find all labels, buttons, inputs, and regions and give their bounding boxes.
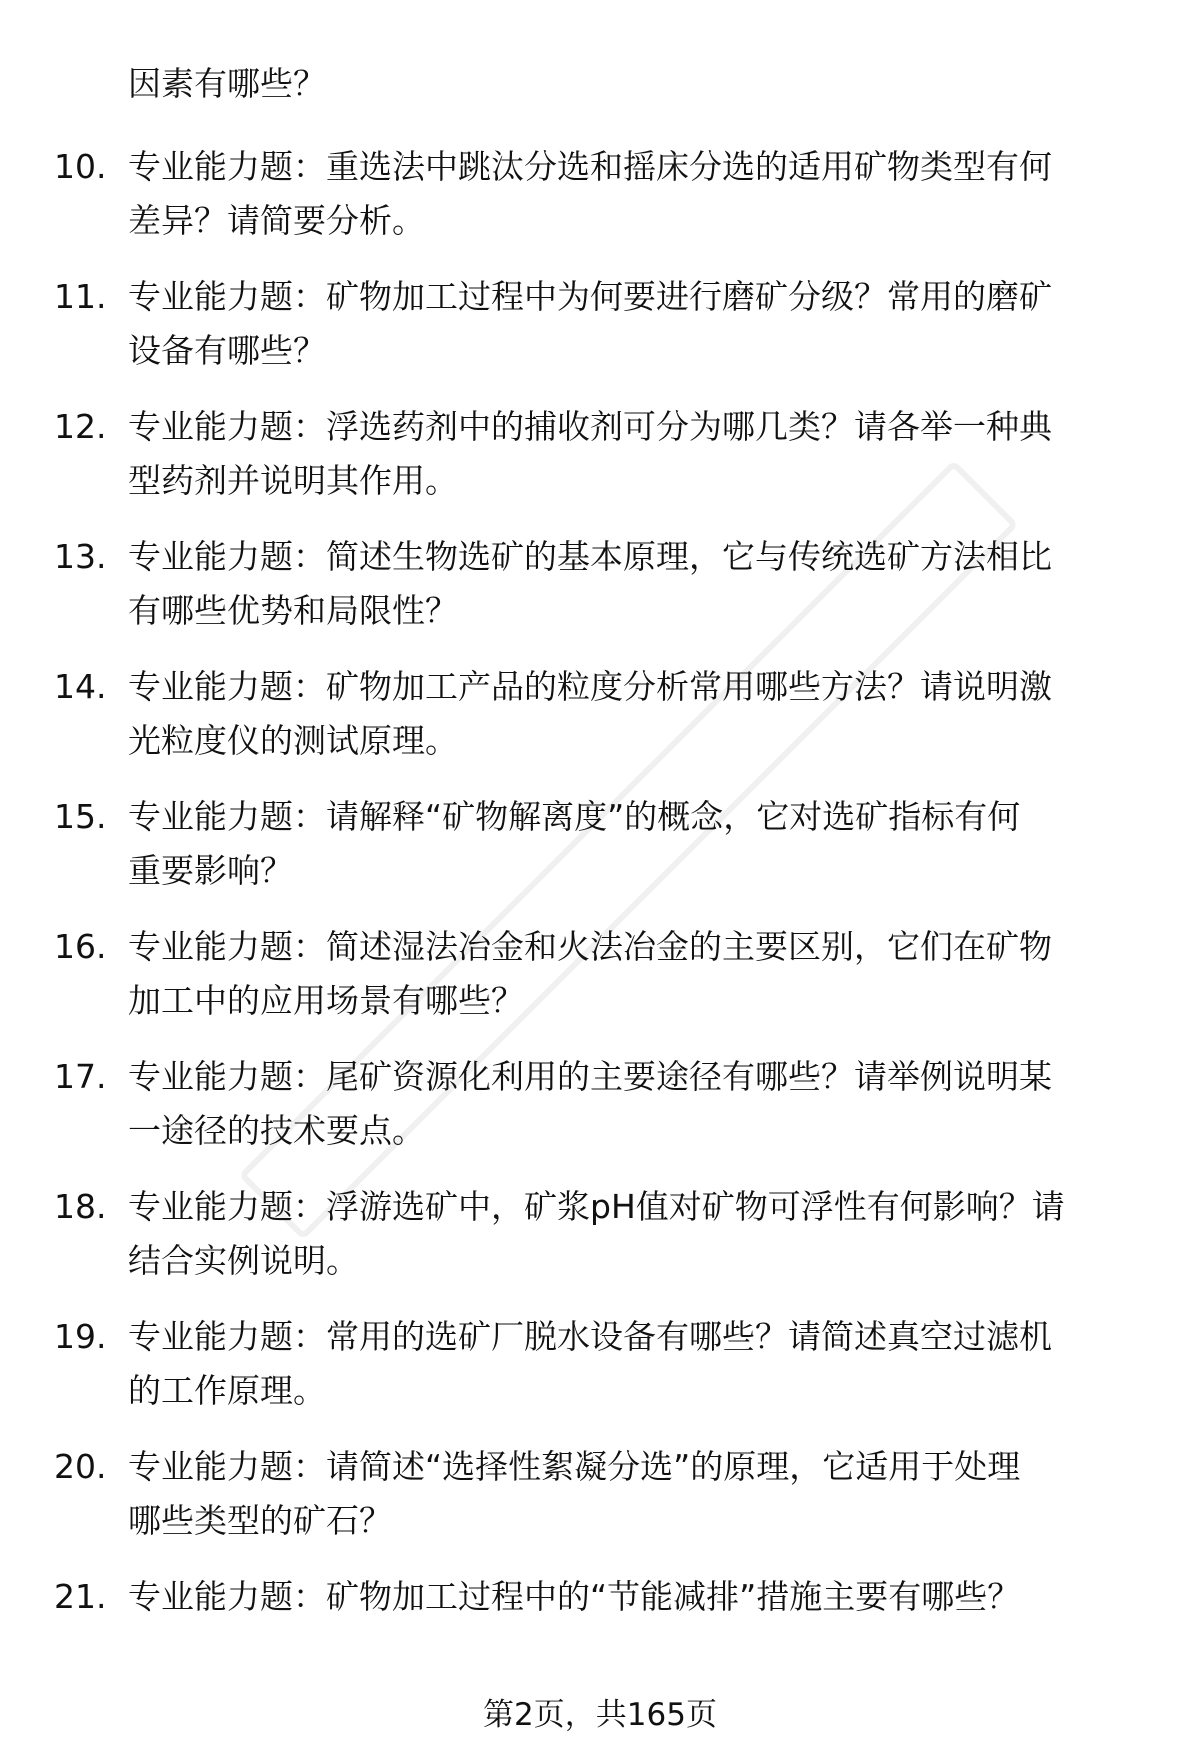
question-text — [128, 1440, 1168, 1548]
question-number: 18. — [54, 1187, 107, 1226]
question-line: 重要影响？ — [128, 851, 293, 890]
question-line: 加工中的应用场景有哪些？ — [128, 981, 524, 1020]
question-line: 专业能力题：重选法中跳汰分选和摇床分选的适用矿物类型有何 — [128, 147, 1052, 186]
question-number: 15. — [54, 797, 107, 836]
question-line: 一途径的技术要点。 — [128, 1111, 425, 1150]
page-footer: 第2页，共165页 — [483, 1697, 717, 1733]
question-line: 专业能力题：矿物加工过程中为何要进行磨矿分级？常用的磨矿 — [128, 277, 1052, 316]
question-line: 专业能力题：浮选药剂中的捕收剂可分为哪几类？请各举一种典 — [128, 407, 1052, 446]
question-line: 专业能力题：矿物加工过程中的“节能减排”措施主要有哪些？ — [128, 1577, 1021, 1616]
question-line: 光粒度仪的测试原理。 — [128, 721, 458, 760]
question-text — [128, 270, 1168, 378]
question-number: 16. — [54, 927, 107, 966]
question-line: 型药剂并说明其作用。 — [128, 461, 458, 500]
question-text — [128, 530, 1168, 638]
question-item — [0, 920, 1200, 1028]
question-number: 10. — [54, 147, 107, 186]
question-text — [128, 660, 1168, 768]
question-text — [128, 790, 1168, 898]
question-item — [0, 1310, 1200, 1418]
question-item — [0, 140, 1200, 248]
question-line: 专业能力题：简述湿法冶金和火法冶金的主要区别，它们在矿物 — [128, 927, 1052, 966]
question-line: 差异？请简要分析。 — [128, 201, 425, 240]
question-number: 14. — [54, 667, 107, 706]
question-line: 专业能力题：矿物加工产品的粒度分析常用哪些方法？请说明激 — [128, 667, 1052, 706]
question-item — [0, 530, 1200, 638]
question-line: 专业能力题：常用的选矿厂脱水设备有哪些？请简述真空过滤机 — [128, 1317, 1052, 1356]
question-text — [128, 140, 1168, 248]
question-number: 13. — [54, 537, 107, 576]
question-item — [0, 790, 1200, 898]
question-line: 专业能力题：浮游选矿中，矿浆pH值对矿物可浮性有何影响？请 — [128, 1187, 1065, 1226]
question-line: 设备有哪些？ — [128, 331, 326, 370]
question-number: 20. — [54, 1447, 107, 1486]
question-text — [128, 1570, 1168, 1624]
question-item — [0, 1440, 1200, 1548]
question-list — [0, 140, 1200, 1700]
question-item — [0, 400, 1200, 508]
question-number: 19. — [54, 1317, 107, 1356]
question-item — [0, 270, 1200, 378]
question-line: 的工作原理。 — [128, 1371, 326, 1410]
question-text — [128, 400, 1168, 508]
question-text — [128, 1050, 1168, 1158]
question-item — [0, 660, 1200, 768]
question-text — [128, 1180, 1168, 1288]
question-line: 专业能力题：请简述“选择性絮凝分选”的原理，它适用于处理 — [128, 1447, 1021, 1486]
question-line: 专业能力题：尾矿资源化利用的主要途径有哪些？请举例说明某 — [128, 1057, 1052, 1096]
question-item — [0, 1050, 1200, 1158]
question-item — [0, 1180, 1200, 1288]
question-number: 12. — [54, 407, 107, 446]
question-line: 结合实例说明。 — [128, 1241, 359, 1280]
question-line: 有哪些优势和局限性？ — [128, 591, 458, 630]
question-item — [0, 1570, 1200, 1678]
question-line: 哪些类型的矿石？ — [128, 1501, 392, 1540]
question-number: 17. — [54, 1057, 107, 1096]
question-text — [128, 1310, 1168, 1418]
continuation-text: 因素有哪些？ — [128, 64, 326, 103]
question-line: 专业能力题：简述生物选矿的基本原理，它与传统选矿方法相比 — [128, 537, 1052, 576]
question-number: 21. — [54, 1577, 107, 1616]
question-text — [128, 920, 1168, 1028]
question-line: 专业能力题：请解释“矿物解离度”的概念，它对选矿指标有何 — [128, 797, 1021, 836]
question-number: 11. — [54, 277, 107, 316]
